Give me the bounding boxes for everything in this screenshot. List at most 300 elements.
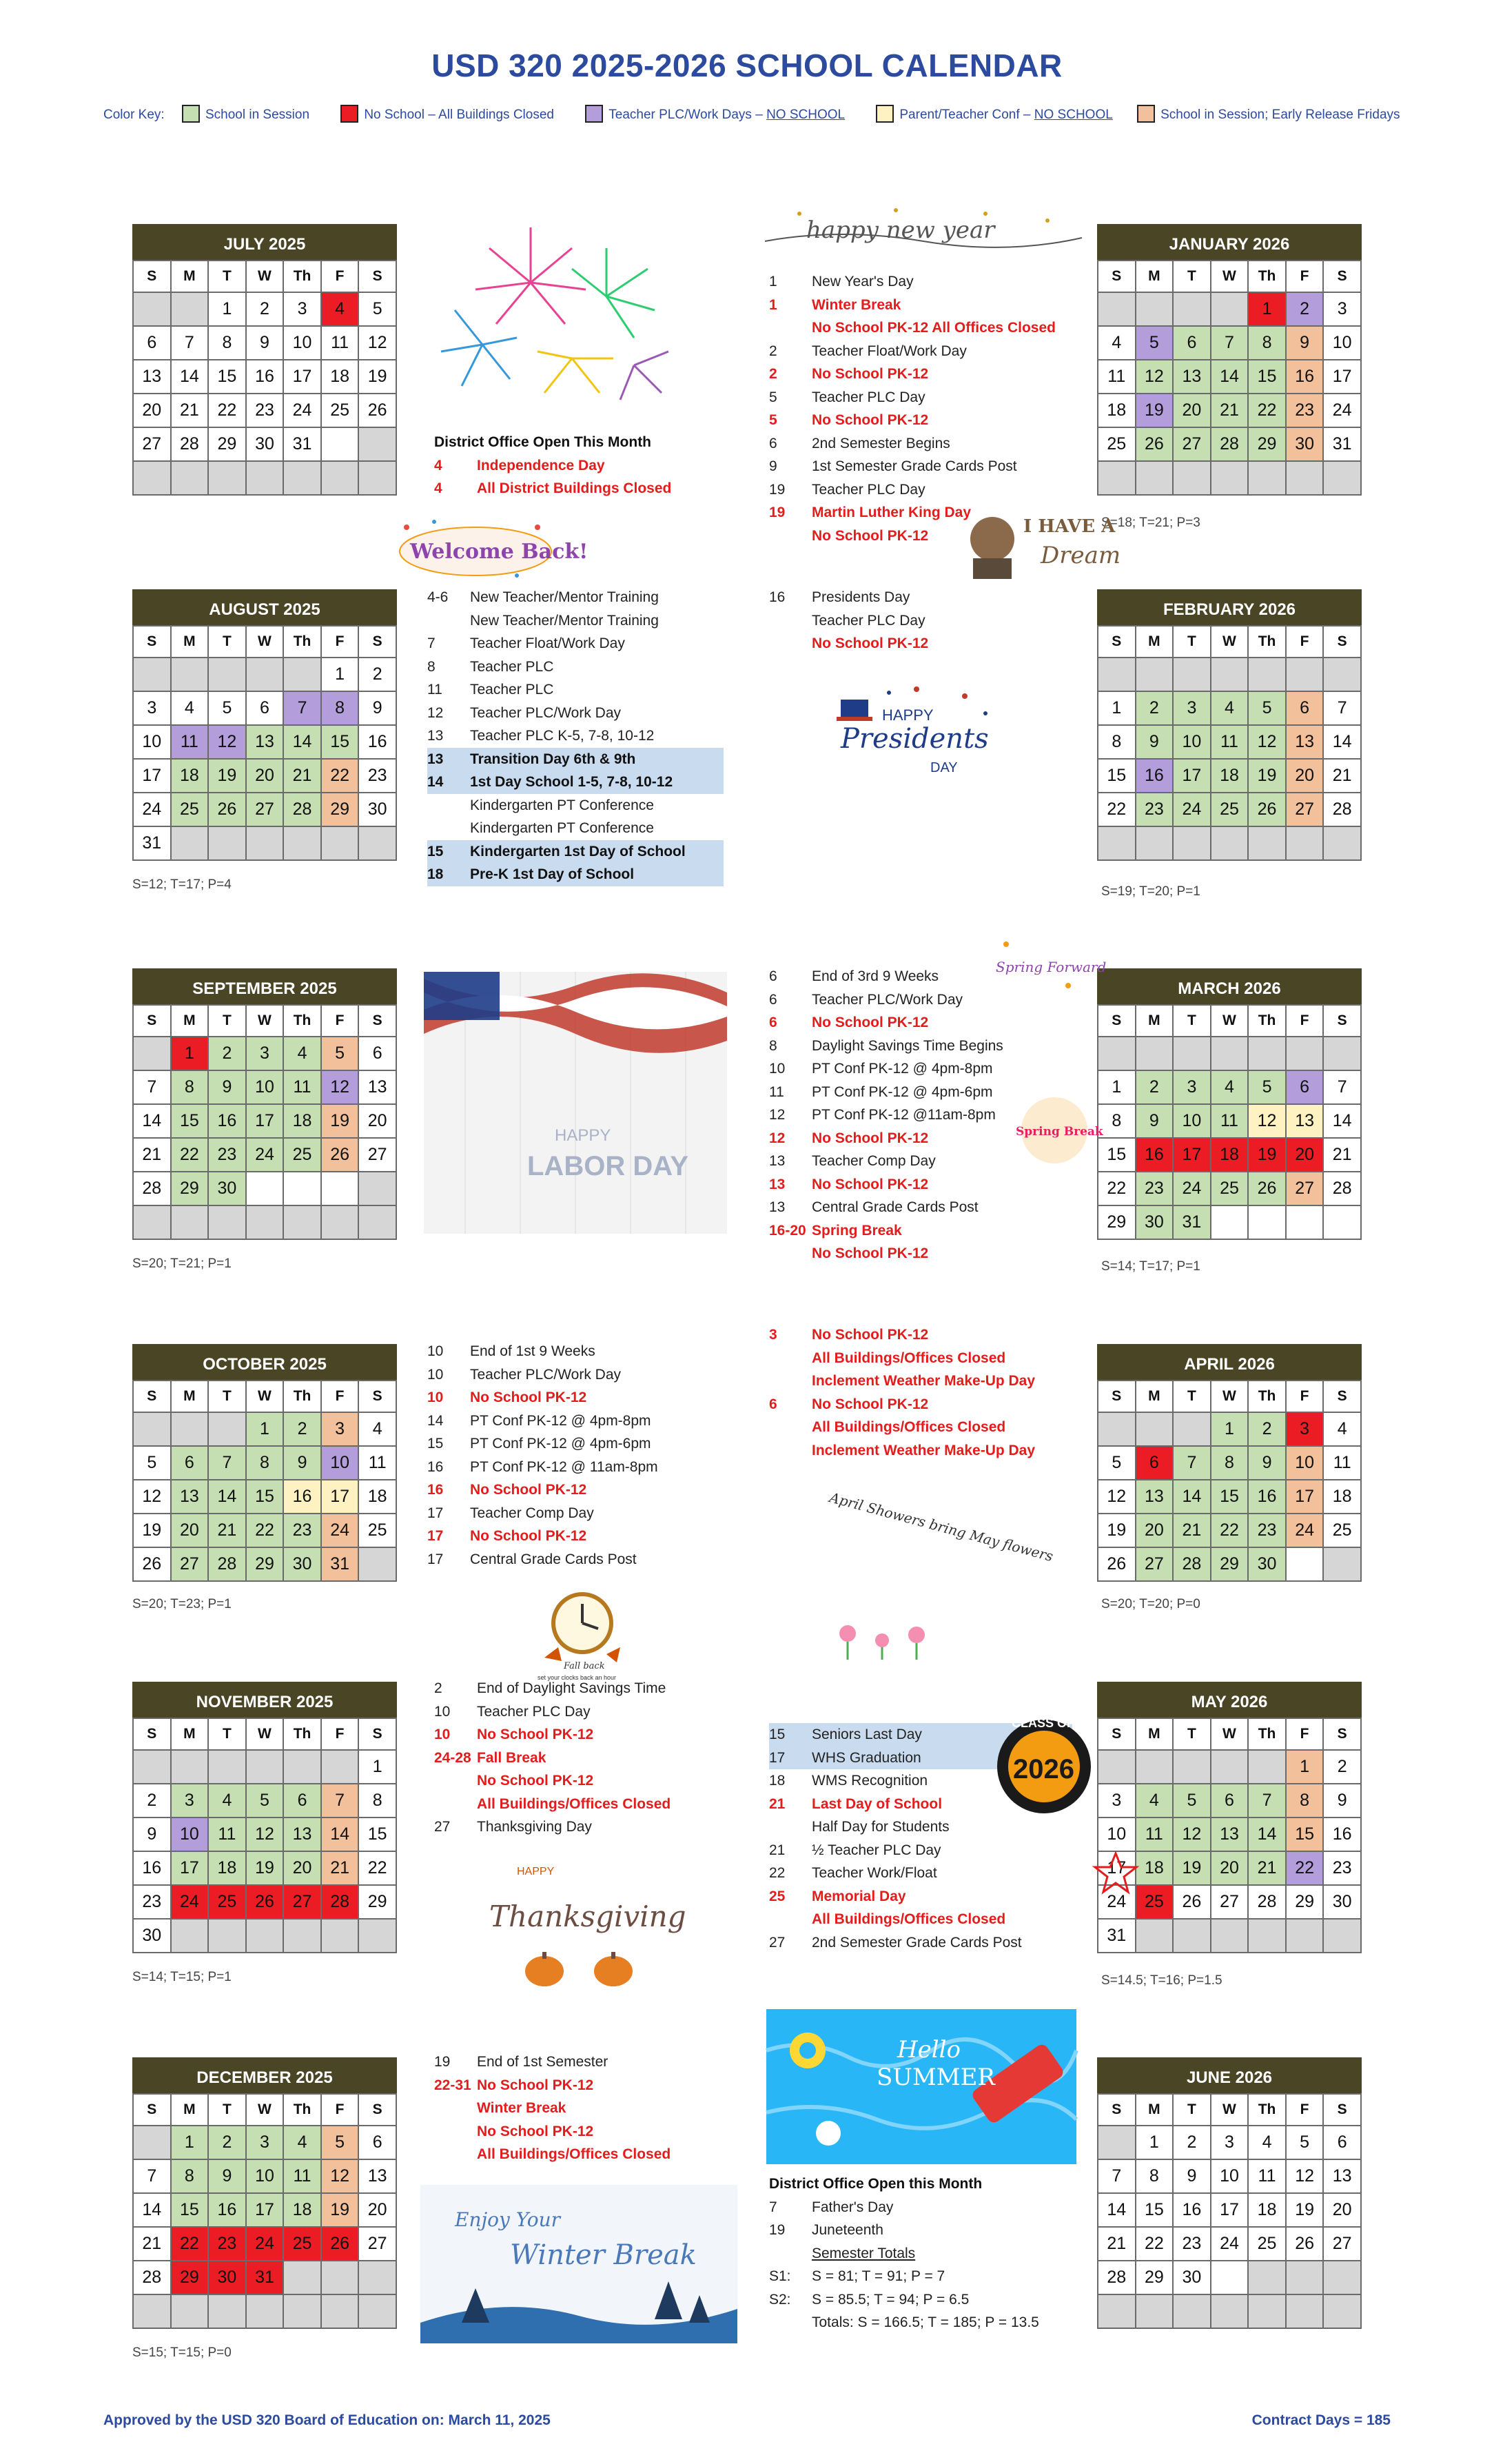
day-cell: 3: [1211, 2126, 1249, 2159]
empty-cell: [133, 1412, 171, 1446]
day-cell: 24: [171, 1885, 209, 1919]
note-text: End of 3rd 9 Weeks: [812, 968, 939, 984]
note-date: [434, 2097, 477, 2120]
weekday-header-row: [1098, 1718, 1361, 1750]
note-text: Teacher PLC Day: [812, 612, 925, 629]
note-line: [769, 270, 1072, 294]
weekday-header: W: [1211, 1718, 1249, 1750]
day-cell: 24: [1173, 793, 1211, 826]
weekday-header: W: [246, 626, 284, 658]
day-cell: 25: [358, 1514, 396, 1547]
weekday-header: Th: [283, 1005, 321, 1037]
weekday-header: S: [1323, 1718, 1361, 1750]
weekday-header: S: [1323, 1381, 1361, 1412]
note-date: 14: [427, 1412, 444, 1429]
note-date: 4-6: [427, 589, 449, 605]
weekday-header: S: [1323, 2094, 1361, 2126]
day-cell: 18: [358, 1480, 396, 1514]
day-cell: 15: [1098, 759, 1136, 793]
empty-cell: [171, 1750, 209, 1784]
day-cell: 4: [283, 2126, 321, 2159]
note-date: 22-31: [434, 2077, 471, 2093]
week-row: [133, 1818, 396, 1851]
empty-cell: [1286, 826, 1324, 860]
empty-cell: [1286, 461, 1324, 495]
day-cell: 28: [1211, 427, 1249, 461]
note-line: [427, 1432, 703, 1456]
day-cell: 29: [208, 427, 246, 461]
day-cell: 20: [283, 1851, 321, 1885]
day-cell: 17: [1211, 2193, 1249, 2227]
day-cell: 7: [133, 2159, 171, 2193]
day-cell: 26: [358, 394, 396, 427]
month-march-2026: [1097, 968, 1362, 1240]
week-row: [1098, 1037, 1361, 1070]
day-cell: 17: [246, 2193, 284, 2227]
note-date: 2: [769, 366, 777, 382]
day-cell: 21: [283, 759, 321, 793]
day-cell: 4: [358, 1412, 396, 1446]
empty-cell: [358, 1919, 396, 1953]
week-row: [1098, 360, 1361, 394]
weekday-header-row: [133, 1005, 396, 1037]
color-swatch: [585, 105, 603, 123]
weekday-header: S: [358, 261, 396, 292]
day-cell: 8: [358, 1784, 396, 1818]
day-cell: 1: [1098, 1070, 1136, 1104]
note-line: [434, 1747, 710, 1770]
empty-cell: [1136, 658, 1174, 691]
note-text: Inclement Weather Make-Up Day: [812, 1373, 1036, 1389]
note-text: Independence Day: [477, 457, 605, 474]
note-line: [427, 609, 724, 633]
april-showers-image: [806, 1482, 1055, 1661]
day-cell: 4: [1323, 1412, 1361, 1446]
day-cell: 4: [208, 1784, 246, 1818]
day-cell: 25: [1136, 1885, 1174, 1919]
weekday-header-row: [133, 1381, 396, 1412]
day-cell: 27: [171, 1547, 209, 1581]
month-title: NOVEMBER 2025: [132, 1682, 397, 1718]
day-cell: 14: [208, 1480, 246, 1514]
day-cell: 18: [171, 759, 209, 793]
weekday-header: S: [1323, 626, 1361, 658]
empty-cell: [1098, 292, 1136, 326]
week-row: [133, 2227, 396, 2261]
labor-line1: HAPPY: [555, 1126, 611, 1145]
day-cell: 30: [1248, 1547, 1286, 1581]
day-cell: 28: [133, 1172, 171, 1205]
day-cell: 26: [1136, 427, 1174, 461]
day-cell: 27: [246, 793, 284, 826]
weekday-header: F: [321, 626, 359, 658]
day-cell: 30: [208, 1172, 246, 1205]
note-line: [769, 1370, 1100, 1393]
presidents-day-image: [827, 679, 999, 782]
empty-cell: [1173, 658, 1211, 691]
note-date: 27: [434, 1819, 451, 1835]
note-date: 4: [434, 480, 442, 496]
weekday-header: S: [133, 626, 171, 658]
day-cell: 29: [1098, 1205, 1136, 1239]
month-june-2026: [1097, 2057, 1362, 2329]
day-cell: 22: [1098, 793, 1136, 826]
empty-cell: [1136, 461, 1174, 495]
note-text: Central Grade Cards Post: [470, 1551, 637, 1567]
day-cell: 31: [133, 826, 171, 860]
day-cell: 26: [1098, 1547, 1136, 1581]
day-cell: 21: [1211, 394, 1249, 427]
day-cell: 21: [1098, 2227, 1136, 2261]
empty-cell: [283, 826, 321, 860]
week-row: [133, 292, 396, 326]
note-text: Teacher PLC/Work Day: [470, 1366, 622, 1383]
day-cell: 5: [1286, 2126, 1324, 2159]
note-line: [427, 1525, 703, 1548]
note-line: [769, 455, 1072, 478]
empty-cell: [358, 2261, 396, 2294]
note-date: 2: [769, 343, 777, 359]
class-line2: 2026: [1013, 1754, 1074, 1784]
day-cell: 23: [208, 1138, 246, 1172]
note-text: No School PK-12: [477, 1773, 594, 1789]
weekday-header: F: [1286, 1005, 1324, 1037]
note-date: 7: [769, 2199, 777, 2215]
note-date: 25: [769, 1888, 786, 1904]
note-date: [427, 609, 470, 633]
day-cell: 8: [1098, 725, 1136, 759]
day-cell: 14: [133, 2193, 171, 2227]
note-date: 13: [769, 1176, 786, 1192]
day-cell: 28: [1173, 1547, 1211, 1581]
day-cell: 1: [1098, 691, 1136, 725]
weekday-header: S: [358, 1381, 396, 1412]
day-cell: 6: [171, 1446, 209, 1480]
note-line: [434, 2097, 710, 2120]
day-cell: 22: [1136, 2227, 1174, 2261]
day-cell: 11: [208, 1818, 246, 1851]
note-text: End of Daylight Savings Time: [477, 1680, 666, 1696]
day-cell: 13: [133, 360, 171, 394]
empty-cell: [1211, 2294, 1249, 2328]
day-cell: 20: [358, 2193, 396, 2227]
note-text: No School PK-12: [812, 1327, 929, 1343]
color-swatch: [340, 105, 358, 123]
calendar-grid: [132, 260, 397, 496]
note-line: [427, 724, 724, 748]
note-text: Kindergarten PT Conference: [470, 820, 654, 836]
note-line: [769, 1057, 1072, 1081]
week-row: [1098, 1514, 1361, 1547]
day-cell: 3: [246, 2126, 284, 2159]
day-cell: 29: [1211, 1547, 1249, 1581]
empty-cell: [1098, 658, 1136, 691]
note-line: [427, 1409, 703, 1433]
notes-october: [427, 1340, 703, 1571]
day-cell: 9: [246, 326, 284, 360]
day-cell: 12: [1248, 725, 1286, 759]
calendar-grid: [132, 1004, 397, 1240]
weekday-header: W: [246, 261, 284, 292]
day-cell: 8: [1098, 1104, 1136, 1138]
day-cell: 1: [246, 1412, 284, 1446]
weekday-header: F: [321, 1005, 359, 1037]
note-line: [427, 1340, 703, 1363]
note-text: Kindergarten 1st Day of School: [470, 843, 686, 859]
day-cell: 25: [1211, 1172, 1249, 1205]
calendar-grid: [1097, 1004, 1362, 1240]
week-row: [1098, 2193, 1361, 2227]
note-date: 1: [769, 274, 777, 289]
i-have-a-dream-image: [965, 498, 1121, 580]
empty-cell: [1211, 292, 1249, 326]
notes-november: [434, 1677, 710, 1839]
color-key-label: Color Key:: [103, 108, 165, 122]
note-text: Last Day of School: [812, 1795, 943, 1812]
note-text: Semester Totals: [812, 2245, 916, 2261]
empty-cell: [171, 1919, 209, 1953]
day-cell: 7: [283, 691, 321, 725]
day-cell: 13: [1286, 725, 1324, 759]
note-date: [769, 2242, 812, 2266]
day-cell: 15: [171, 1104, 209, 1138]
weekday-header: M: [1136, 261, 1174, 292]
note-text: End of 1st Semester: [477, 2054, 608, 2070]
day-cell: 9: [1286, 326, 1324, 360]
note-date: 15: [769, 1727, 786, 1742]
month-september-2025: [132, 968, 397, 1240]
day-cell: 21: [171, 394, 209, 427]
week-row: [1098, 1205, 1361, 1239]
note-text: WHS Graduation: [812, 1749, 921, 1766]
day-cell: 6: [1323, 2126, 1361, 2159]
empty-cell: [246, 461, 284, 495]
note-text: End of 1st 9 Weeks: [470, 1343, 595, 1359]
empty-cell: [358, 1205, 396, 1239]
note-line: [769, 1416, 1100, 1439]
day-cell: 13: [1323, 2159, 1361, 2193]
weekday-header: F: [1286, 626, 1324, 658]
note-line: [427, 748, 724, 771]
month-april-2026: [1097, 1344, 1362, 1582]
day-cell: 15: [321, 725, 359, 759]
empty-cell: [321, 461, 359, 495]
note-date: [769, 632, 812, 655]
day-cell: 12: [208, 725, 246, 759]
empty-cell: [1211, 2261, 1249, 2294]
empty-cell: [321, 2261, 359, 2294]
day-cell: 29: [358, 1885, 396, 1919]
week-row: [1098, 1446, 1361, 1480]
weekday-header: W: [246, 1005, 284, 1037]
day-cell: 10: [321, 1446, 359, 1480]
month-title: JUNE 2026: [1097, 2057, 1362, 2093]
weekday-header: Th: [283, 2094, 321, 2126]
day-cell: 2: [1248, 1412, 1286, 1446]
stats-november: S=14; T=15; P=1: [132, 1970, 232, 1984]
note-line: [427, 1456, 703, 1479]
presidents-line1: HAPPY: [882, 706, 934, 724]
weekday-header: M: [171, 1718, 209, 1750]
note-line: [769, 2172, 1086, 2196]
day-cell: 5: [321, 2126, 359, 2159]
note-line: [427, 678, 724, 702]
empty-cell: [1286, 2261, 1324, 2294]
empty-cell: [171, 2294, 209, 2328]
day-cell: 3: [1173, 1070, 1211, 1104]
empty-cell: [208, 658, 246, 691]
weekday-header: T: [208, 261, 246, 292]
empty-cell: [1323, 658, 1361, 691]
note-text: All Buildings/Offices Closed: [477, 2146, 671, 2162]
note-text: PT Conf PK-12 @11am-8pm: [812, 1107, 996, 1123]
note-line: [769, 1862, 1072, 1885]
note-line: [427, 1386, 703, 1409]
empty-cell: [171, 292, 209, 326]
empty-cell: [1173, 826, 1211, 860]
note-date: 15: [427, 843, 444, 859]
day-cell: 12: [321, 1070, 359, 1104]
day-cell: 6: [1136, 1446, 1174, 1480]
day-cell: 15: [1248, 360, 1286, 394]
day-cell: 7: [321, 1784, 359, 1818]
day-cell: 21: [321, 1851, 359, 1885]
week-row: [133, 725, 396, 759]
empty-cell: [283, 1750, 321, 1784]
day-cell: 10: [171, 1818, 209, 1851]
note-date: 13: [769, 1153, 786, 1169]
note-date: 10: [427, 1343, 444, 1359]
note-date: 6: [769, 1396, 777, 1412]
week-row: [133, 1138, 396, 1172]
day-cell: 10: [246, 1070, 284, 1104]
day-cell: 20: [1173, 394, 1211, 427]
calendar-grid: [132, 2093, 397, 2329]
month-title: AUGUST 2025: [132, 589, 397, 625]
day-cell: 16: [246, 360, 284, 394]
day-cell: 23: [133, 1885, 171, 1919]
empty-cell: [1323, 1547, 1361, 1581]
note-text: Teacher PLC: [470, 658, 554, 675]
note-text: Teacher Float/Work Day: [470, 635, 625, 651]
day-cell: 20: [1211, 1851, 1249, 1885]
note-text: Teacher Comp Day: [470, 1505, 594, 1521]
day-cell: 23: [1173, 2227, 1211, 2261]
note-date: 1: [769, 296, 777, 313]
day-cell: 5: [1248, 1070, 1286, 1104]
day-cell: 7: [1323, 691, 1361, 725]
day-cell: 19: [133, 1514, 171, 1547]
note-text: WMS Recognition: [812, 1773, 928, 1789]
day-cell: 12: [246, 1818, 284, 1851]
week-row: [133, 2159, 396, 2193]
day-cell: 2: [246, 292, 284, 326]
weekday-header: T: [1173, 1381, 1211, 1412]
note-text: Teacher Float/Work Day: [812, 343, 967, 359]
note-line: [427, 632, 724, 655]
note-date: 10: [427, 1366, 444, 1383]
color-key-text: School in Session; Early Release Fridays: [1160, 108, 1400, 122]
day-cell: 30: [1323, 1885, 1361, 1919]
day-cell: 2: [1323, 1750, 1361, 1784]
note-date: 8: [427, 658, 436, 675]
empty-cell: [1098, 2126, 1136, 2159]
day-cell: 4: [321, 292, 359, 326]
day-cell: 14: [1323, 1104, 1361, 1138]
weekday-header: S: [1323, 261, 1361, 292]
weekday-header: T: [208, 1005, 246, 1037]
day-cell: 15: [358, 1818, 396, 1851]
week-row: [133, 394, 396, 427]
week-row: [1098, 2294, 1361, 2328]
week-row: [1098, 1919, 1361, 1953]
day-cell: 2: [133, 1784, 171, 1818]
fall-back-clock-image: [531, 1582, 634, 1685]
empty-cell: [321, 2294, 359, 2328]
empty-cell: [1323, 2294, 1361, 2328]
weekday-header-row: [1098, 2094, 1361, 2126]
day-cell: 6: [1286, 691, 1324, 725]
note-text: PT Conf PK-12 @ 4pm-6pm: [470, 1436, 651, 1452]
note-text: District Office Open this Month: [769, 2176, 983, 2192]
empty-cell: [1248, 2294, 1286, 2328]
day-cell: 30: [1286, 427, 1324, 461]
day-cell: 5: [208, 691, 246, 725]
day-cell: 4: [1136, 1784, 1174, 1818]
weekday-header: S: [1098, 2094, 1136, 2126]
day-cell: 5: [246, 1784, 284, 1818]
day-cell: 18: [321, 360, 359, 394]
week-row: [133, 1885, 396, 1919]
note-date: 10: [434, 1703, 451, 1720]
note-text: New Teacher/Mentor Training: [470, 589, 659, 605]
weekday-header-row: [133, 626, 396, 658]
note-text: PT Conf PK-12 @ 4pm-8pm: [470, 1412, 651, 1429]
day-cell: 31: [246, 2261, 284, 2294]
empty-cell: [1173, 1412, 1211, 1446]
week-row: [133, 691, 396, 725]
day-cell: 12: [1136, 360, 1174, 394]
day-cell: 14: [1173, 1480, 1211, 1514]
labor-day-image: [424, 972, 727, 1234]
empty-cell: [1098, 1412, 1136, 1446]
day-cell: 7: [1248, 1784, 1286, 1818]
note-text: No School PK-12 All Offices Closed: [812, 320, 1056, 336]
empty-cell: [1286, 1547, 1324, 1581]
day-cell: 28: [1323, 793, 1361, 826]
empty-cell: [1136, 2294, 1174, 2328]
month-july-2025: [132, 224, 397, 496]
empty-cell: [1173, 1037, 1211, 1070]
note-line: [769, 1393, 1100, 1416]
week-row: [1098, 1070, 1361, 1104]
empty-cell: [283, 1172, 321, 1205]
stats-december: S=15; T=15; P=0: [132, 2345, 232, 2360]
day-cell: 21: [133, 2227, 171, 2261]
day-cell: 9: [208, 1070, 246, 1104]
note-text: No School PK-12: [470, 1482, 587, 1498]
weekday-header: M: [171, 261, 209, 292]
day-cell: 8: [1248, 326, 1286, 360]
day-cell: 9: [358, 691, 396, 725]
day-cell: 2: [1136, 691, 1174, 725]
color-key-text: Teacher PLC/Work Days –: [608, 108, 767, 122]
weekday-header: M: [1136, 1005, 1174, 1037]
empty-cell: [1211, 461, 1249, 495]
day-cell: 2: [208, 2126, 246, 2159]
note-date: [769, 316, 812, 340]
weekday-header: T: [208, 1381, 246, 1412]
